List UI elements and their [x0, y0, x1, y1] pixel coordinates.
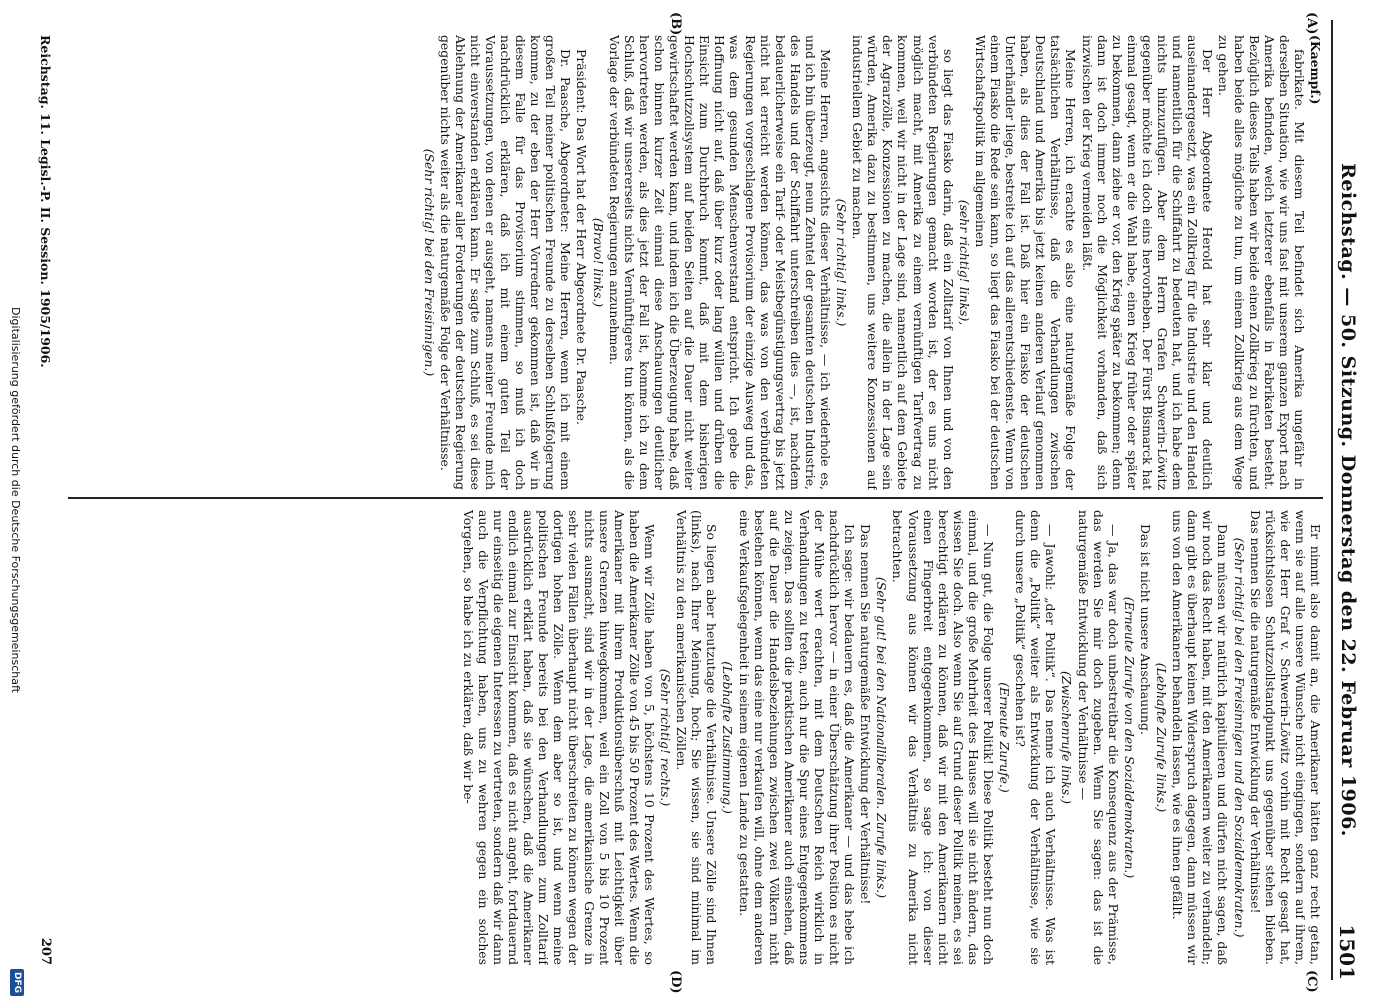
interjection: (Sehr richtig! rechts.)	[658, 668, 674, 807]
footer-sheet-number: 207	[38, 937, 53, 965]
page-number: 1501	[1335, 924, 1359, 980]
margin-mark-a: (A)	[1304, 12, 1319, 35]
speaker-paragraph: Dr. Paasche, Abgeordneter: Meine Herren, wenn ich mit einem großen Teil meiner politischen Freunde zu derselben Schlußfolgerung komme, zu der eben der Herr Vorredner gekommen ist, daß wir in diesem Falle für das Provisorium stimmen, so muß ich doch nachdrücklich erklären, daß ich mit einem guten Teil der Voraussetzungen, von denen er ausgeht, namens meiner Freunde mich nicht einverstanden erklären kann. Er sagte zum Schluß, es sei diese Ablehnung der Amerikaner aller Forderungen der deutschen Regierung gegenüber nichts weiter als die naturgemäße Folge der Verhältnisse.	[437, 35, 574, 490]
footer-session-info: Reichstag. 11. Legisl.-P. II. Session. 1905/1906.	[38, 35, 53, 368]
paragraph: Dann müssen wir natürlich kapitulieren und dürfen nicht sagen, daß wir noch das Recht haben, mit den Amerikanern weiter zu verhandeln; dann gibt es überhaupt keinen Widerspruch dagegen, dann müssen wir uns von den Amerikanern behandeln lassen, wie es ihnen gefällt.	[1170, 510, 1231, 965]
paragraph: fabrikate. Mit diesem Teil befindet sich Amerika ungefähr in derselben Situation, wie wir uns fast mit unserem ganzen Export nach Amerika befinden, welch letzterer ebenfalls in Fabrikaten besteht. Bezüglich dieses Teils haben wir beide einen Zollkrieg zu fürchten, und haben beide alles mögliche zu tun, um einem Zollkrieg aus dem Wege zu gehen.	[1216, 35, 1307, 490]
margin-mark-d: (D)	[668, 970, 683, 994]
paragraph: (Kaempf.)	[1308, 35, 1323, 105]
paragraph: — Ja, das war doch unbestreitbar die Konsequenz aus der Prämisse, das werden Sie mir doch zugeben. Wenn Sie sagen: das ist die naturgemäße Entwicklung der Verhältnisse —	[1075, 510, 1121, 965]
interjection: (Sehr richtig! bei den Freisinnigen.)	[421, 148, 437, 377]
paragraph: so liegt das Fiasko darin, daß ein Zolltarif von Ihnen und von den verbündeten Regierungen gemacht worden ist, der es uns nicht möglich macht, mit Amerika zu einem vernünftigen Tarifvertrag zu kommen, weil wir nicht in der Lage sind, namentlich auf dem Gebiete der Agrarzölle, Konzessionen zu machen, die allein in der Lage sein würden, Amerika dazu zu bestimmen, uns weitere Konzessionen auf industriellem Gebiet zu machen.	[850, 35, 956, 490]
interjection: (Zwischenrufe links.)	[1059, 671, 1075, 804]
interjection: (Sehr gut! bei den Nationalliberalen. Zurufe links.)	[874, 576, 890, 899]
interjection: (Sehr richtig! bei den Freisinnigen und den Sozialdemokraten.)	[1231, 537, 1247, 938]
margin-mark-b: (B)	[668, 12, 683, 36]
column-divider	[68, 497, 1323, 499]
header-title: Reichstag. — 50. Sitzung. Donnerstag den 22. Februar 1906.	[1337, 163, 1359, 837]
paragraph: Meine Herren, angesichts dieser Verhältnisse, — ich wiederhole es, und ich bin überzeugt, neun Zehntel der gesamten deutschen Industrie, des Handels und der Schiffahrt unterschreiben dies —, ist, nachdem bedauerlicherweise ein Tarif- oder Meistbegünstigungsvertrag bis jetzt nicht hat erreicht werden können, das was von den verbündeten Regierungen vorgeschlagene Provisorium der einzige Ausweg und das, was dem gesunden Menschenverstand entspricht. Ich gebe die Hoffnung nicht auf, daß über kurz oder lang wüllen und drüben die Einsicht zum Durchbruch kommt, daß mit dem bisherigen Hochschutzzollsystem auf beiden Seiten auf die Dauer nicht weiter gewirtschaftet werden kann, und indem ich die Überzeugung habe, daß schon binnen kurzer Zeit einmal diese Anschauungen deutlicher hervortreten werden, als dies jetzt der Fall ist, komme ich zu dem Schluß, daß wir unsererseits nichts Vernünftigeres tun können, als die Vorlage der verbündeten Regierungen anzunehmen.	[606, 35, 833, 490]
interjection: (sehr richtig! links),	[956, 199, 972, 326]
paragraph: — Nun gut, die Folge unserer Politik! Diese Politik besteht nun doch einmal, und die große Mehrheit des Hauses will sie nicht ändern, das wissen Sie doch. Also wenn Sie auf Grund dieser Politik meinen, es sei berechtigt erklären zu können, daß wir mit den Amerikanern nicht einen Fingerbreit entgegenkommen, so sage ich: von dieser Voraussetzung aus können wir das Verhältnis zu Amerika nicht betrachten.	[890, 510, 997, 965]
margin-mark-c: (C)	[1304, 970, 1319, 993]
interjection: (Bravo! links.)	[590, 217, 606, 308]
interjection: (Lebhafte Zurufe links.)	[1154, 662, 1170, 813]
interjection: (Sehr richtig! links.)	[834, 198, 850, 327]
paragraph: — Jawohl: „der Politik“. Das nenne ich auch Verhältnisse. Was ist denn die „Politik“ weiter als Entwicklung der Verhältnisse, wie sie durch unsere „Politik“ geschehen ist?	[1013, 510, 1059, 965]
left-text-column	[53, 35, 1323, 490]
paragraph: Wenn wir Zölle haben von 5, höchstens 10 Prozent des Wertes, so haben die Amerikaner Zölle von 45 bis 50 Prozent des Wertes. Wenn die Amerikaner mit ihrem Produktionsüberschuß mit Leichtigkeit über unsere Grenzen hinwegkommen, weil ein Zoll von 5 bis 10 Prozent nichts ausmacht, sind wir in der Lage, die amerikanische Grenze in sehr vielen Fällen überhaupt nicht überschreiten zu können wegen der dortigen hohen Zölle. Wenn dem aber so ist, und wenn meine politischen Freunde bereits bei den Verhandlungen zum Zolltarif ausdrücklich erklärt haben, daß sie wünschen, daß die Amerikaner endlich einmal zur Einsicht kommen, daß es nicht angeht, fortdauernd nur einseitig die eigenen Interessen zu vertreten, sondern daß wir dann auch die Verpflichtung haben, uns zu wehren gegen ein solches Vorgehen, so habe ich zu erklären, daß wir be-	[460, 510, 657, 965]
paragraph: Er nimmt also damit an, die Amerikaner hätten ganz recht getan, wenn sie auf alle unsere Wünsche nicht eingingen, sondern auf ihrem, wie der Herr Graf v. Schwerin-Löwitz vorhin mit Recht gesagt hat, rücksichtslosen Schutzzollstandpunkt uns gegenüber stehen blieben. Das nennen Sie die naturgemäße Entwicklung der Verhältnisse!	[1247, 510, 1323, 965]
paragraph: Das nennen Sie naturgemäße Entwicklung der Verhältnisse!	[858, 524, 874, 905]
paragraph: Das ist nicht unsere Anschauung.	[1137, 524, 1153, 735]
dfg-logo-icon: DFG	[10, 969, 24, 996]
page-header	[1331, 20, 1373, 980]
paragraph: Der Herr Abgeordnete Herold hat sehr klar und deutlich auseinandergesetzt, was ein Zollkrieg für die Industrie und den Handel und namentlich für die Schiffahrt zu bedeuten hat, und ich habe dem nichts hinzuzufügen. Aber dem Herrn Grafen Schwerin-Löwitz gegenüber möchte ich doch eins hervorheben. Der Fürst Bismarck hat einmal gesagt, wenn er die Wahl habe, einen Krieg früher oder später zu bekommen, dann ziehe er vor, den Krieg später zu bekommen; denn dann ist doch immer noch die Möglichkeit vorhanden, daß sich inzwischen der Krieg vermeiden läßt.	[1079, 35, 1216, 490]
right-text-column	[53, 510, 1323, 965]
speaker-paragraph: Präsident: Das Wort hat der Herr Abgeordnete Dr. Paasche.	[574, 49, 590, 425]
digitization-credit: Digitalisierung gefördert durch die Deutsche Forschungsgemeinschaft	[9, 307, 22, 693]
interjection: (Erneute Zurufe von den Sozialdemokraten.)	[1121, 596, 1137, 879]
interjection: (Erneute Zurufe.)	[997, 682, 1013, 793]
paragraph: Ich sage: wir bedauern es, daß die Amerikaner — und das hebe ich nachdrücklich hervor — in einer Überschätzung ihrer Position es nicht der Mühe wert erachten, mit dem Deutschen Reich wirklich in Verhandlungen zu treten, auch nur die Spur eines Entgegenkommens zu zeigen. Das sollten die praktischen Amerikaner auch einsehen, daß auf die Dauer die Handelsbeziehungen zwischen zwei Völkern nicht bestehen können, wenn das eine nur verkaufen will, ohne dem anderen eine Verkaufsgelegenheit in seinem eigenen Lande zu gestatten.	[736, 510, 858, 965]
paragraph: So liegen aber heutzutage die Verhältnisse. Unsere Zölle sind Ihnen (links), nach Ihrer Meinung, hoch; Sie wissen, sie sind minimal im Verhältnis zu den amerikanischen Zöllen.	[674, 510, 720, 965]
interjection: (Lebhafte Zustimmung.)	[720, 661, 736, 814]
paragraph: Meine Herren, ich erachte es also eine naturgemäße Folge der tatsächlichen Verhältnisse, daß die Verhandlungen zwischen Deutschland und Amerika bis jetzt keinen anderen Verlauf genommen haben, als dies der Fall ist. Daß hier ein Fiasko der deutschen Unterhändler liege, bestreite ich auf das allerentschiedenste. Wenn von einem Fiasko die Rede sein kann, so liegt das Fiasko bei der deutschen Wirtschaftspolitik im allgemeinen	[972, 35, 1079, 490]
